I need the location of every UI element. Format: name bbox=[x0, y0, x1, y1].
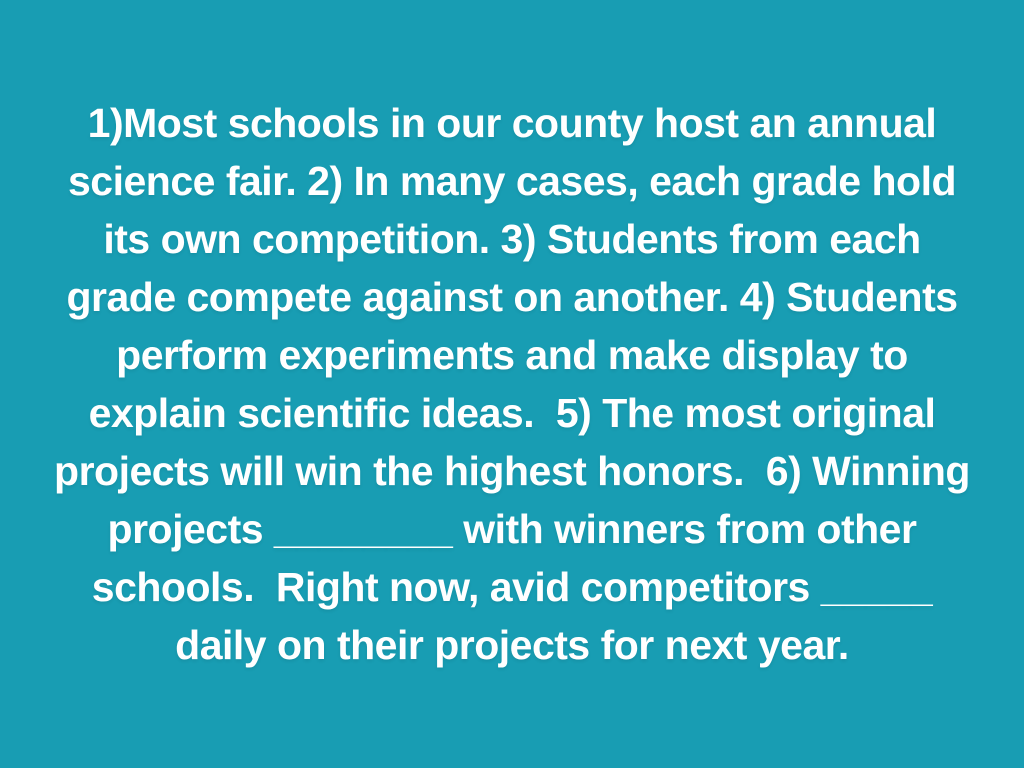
text-line-3: its own competition. 3) Students from each bbox=[103, 216, 921, 262]
text-line-5: perform experiments and make display to bbox=[116, 332, 908, 378]
text-line-2: science fair. 2) In many cases, each grade hold bbox=[67, 158, 957, 204]
text-line-8: projects ________ with winners from other bbox=[107, 506, 917, 552]
text-line-1: 1)Most schools in our county host an annual bbox=[87, 100, 937, 146]
text-line-6: explain scientific ideas. 5) The most original bbox=[88, 390, 936, 436]
text-line-9: schools. Right now, avid competitors _____ bbox=[91, 564, 933, 610]
text-line-7: projects will win the highest honors. 6) Winning bbox=[54, 448, 970, 494]
text-line-10: daily on their projects for next year. bbox=[175, 622, 849, 668]
slide-text-block bbox=[0, 94, 1024, 674]
text-line-4: grade compete against on another. 4) Students bbox=[66, 274, 958, 320]
